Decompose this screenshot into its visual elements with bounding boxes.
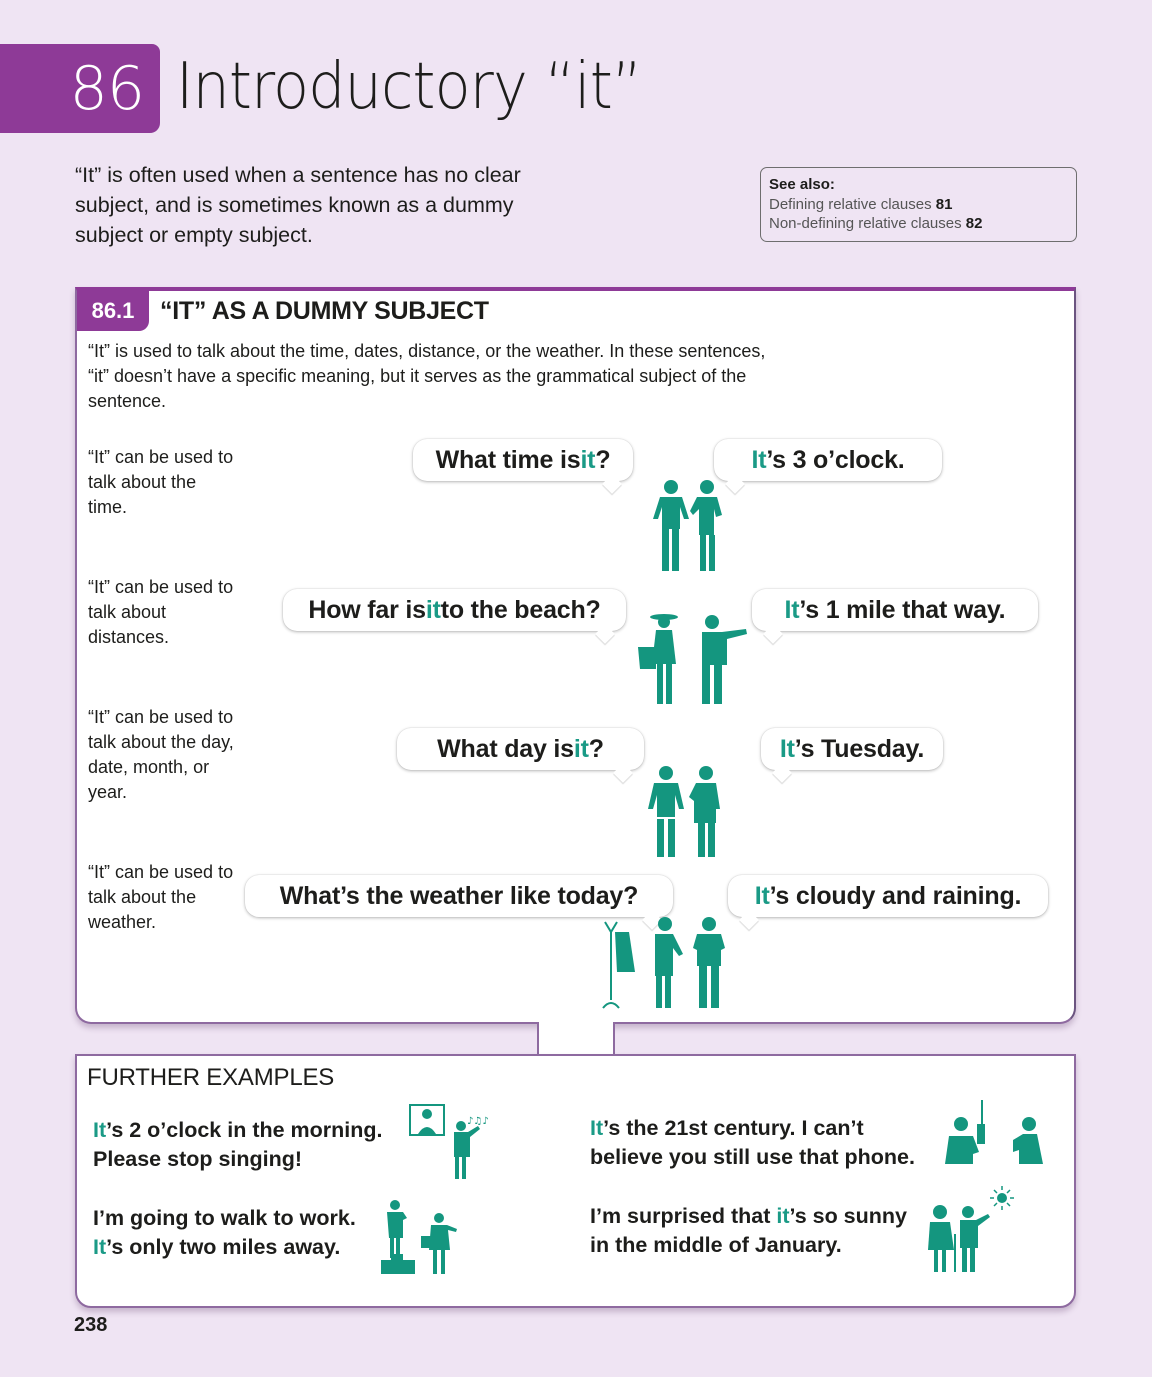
answer-bubble: It ’s 3 o’clock. [714,439,942,481]
row-label-day: “It” can be used to talk about the day, date, month, or year. [88,707,234,802]
svg-text:♪♫♪: ♪♫♪ [467,1116,489,1127]
answer-bubble: It ’s 1 mile that way. [752,589,1038,631]
see-also-title: See also: [769,176,835,193]
panel-connector [537,1022,615,1056]
intro-text: “It” is often used when a sentence has no clear subject, and is sometimes known as a dummy subject or empty subject. [75,163,521,247]
people-walking-icon [381,1200,461,1275]
see-also-link[interactable]: Defining relative clauses 81 [769,195,953,213]
see-also-link[interactable]: Non-defining relative clauses 82 [769,215,983,232]
row-label-time: “It” can be used to talk about the time. [88,447,234,517]
row-label-weather: “It” can be used to talk about the weather. [88,862,234,932]
question-bubble: What time is it ? [413,439,633,481]
see-also-box [760,167,1077,242]
example-item: It’s the 21st century. I can’t believe you still use that phone. [590,1116,915,1169]
people-with-phones-icon [941,1096,1051,1171]
section-description: “It” is used to talk about the time, dates, distance, or the weather. In these sentences, “it” doesn’t have a specific meaning, but it serves as the grammatical subject of the sentence. [88,341,766,411]
row-label-distance: “It” can be used to talk about distances. [88,577,234,647]
section-title: “IT” AS A DUMMY SUBJECT [160,297,489,325]
section-number: 86.1 [77,291,149,331]
section-panel [75,287,1076,1024]
two-people-talking-icon [642,765,732,860]
example-item: I’m surprised that it’s so sunny in the middle of January. [590,1204,907,1257]
tourist-asking-directions-icon [632,613,752,708]
chapter-number: 86 [69,53,144,124]
question-bubble: How far is it to the beach? [283,589,626,631]
question-bubble: What day is it ? [397,728,644,770]
two-people-asking-time-icon [645,479,735,574]
example-item: I’m going to walk to work. It’s only two miles away. [93,1206,356,1259]
question-bubble: What’s the weather like today? [245,875,673,917]
chapter-title: Introductory “it” [176,50,642,124]
singer-at-window-icon [409,1104,504,1184]
elderly-couple-sun-icon [922,1186,1022,1276]
further-examples-title: FURTHER EXAMPLES [87,1064,335,1091]
answer-bubble: It ’s cloudy and raining. [728,875,1048,917]
further-examples-panel [75,1054,1076,1308]
answer-bubble: It ’s Tuesday. [761,728,943,770]
chapter-number-tab [0,44,160,133]
coat-rack-and-people-icon [597,916,747,1011]
example-item: It’s 2 o’clock in the morning. Please stop singing! [93,1118,383,1171]
page-number: 238 [74,1314,108,1336]
